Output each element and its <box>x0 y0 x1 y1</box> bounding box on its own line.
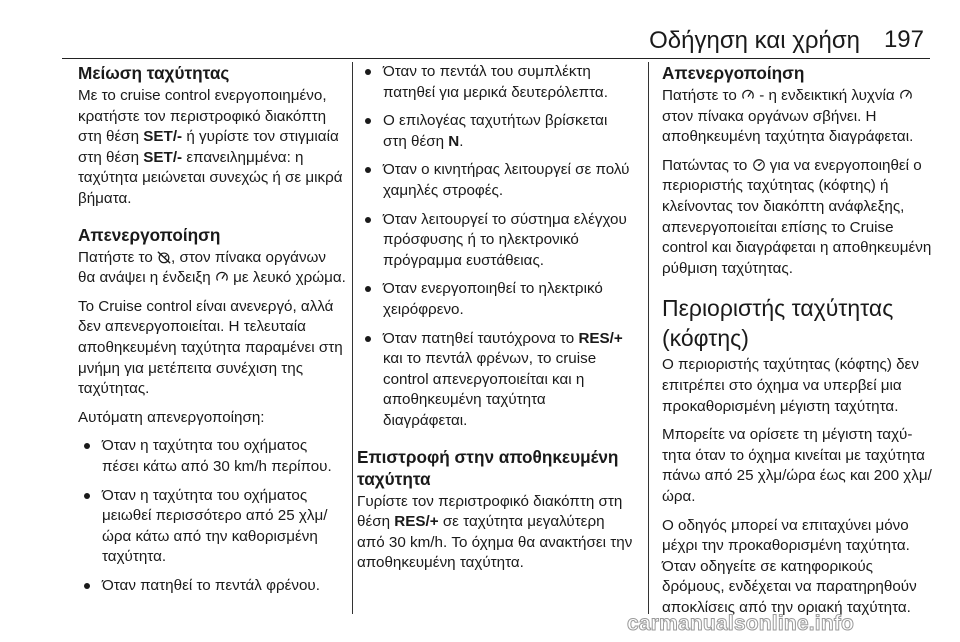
cruise-control-icon <box>215 270 229 284</box>
page-number: 197 <box>883 26 924 53</box>
list-item: Όταν λειτουργεί το σύστημα ελέγχου πρόσφυσης ή το ηλεκτρονικό πρόγραμμα ευστάθειας. <box>357 210 634 272</box>
paragraph: Γυρίστε τον περιστροφικό διακόπτη στη θέση RES/+ σε ταχύτητα μεγαλύτερη από 30 km/h. Το όχημα θα ανακτήσει την αποθηκευμένη ταχύτητα. <box>357 492 633 572</box>
column-2 <box>357 62 634 582</box>
heading-deactivation: Απενεργοποίηση <box>78 224 221 245</box>
page-header <box>62 0 930 59</box>
bullet-list <box>357 62 634 432</box>
paragraph: Ο οδηγός μπορεί να επιταχύνει μόνο μέχρι την προκαθορισμένη ταχύτητα. Όταν οδηγείτε σε κατηφορικούς δρόμους, ενδέχεται να παρατηρηθούν αποκλίσεις από την οριακή ταχύτητα. <box>662 516 917 616</box>
column-3 <box>662 62 934 626</box>
cruise-cancel-icon <box>157 250 171 264</box>
section-title: Περιοριστής ταχύτητας (κόφτης) <box>662 295 894 352</box>
list-item: Όταν η ταχύτητα του οχήματος μειωθεί περισσότερο από 25 χλμ/ώρα κάτω από την καθορισμένη ταχύτητα. <box>78 486 346 568</box>
paragraph: Μπορείτε να ορίσετε τη μέγιστη ταχύτητα όταν το όχημα κινείται με ταχύτητα πάνω από 25 χλμ/ώρα έως και 200 χλμ/ώρα. <box>662 426 932 505</box>
paragraph: Πατήστε το - η ενδεικτική λυχνία στον πίνακα οργάνων σβήνει. Η αποθηκευμένη ταχύτητα διαγράφεται. <box>662 87 914 146</box>
list-item: Όταν ενεργοποιηθεί το ηλεκτρικό χειρόφρενο. <box>357 279 634 320</box>
column-divider <box>352 62 353 614</box>
bullet-list <box>78 436 346 596</box>
list-item: Ο επιλογέας ταχυτήτων βρίσκεται στη θέση N. <box>357 111 634 152</box>
paragraph: Με το cruise control ενεργοποιημένο, κρατήστε τον περιστροφικό διακόπτη στη θέση SET/- ή γυρίστε τον στιγμιαία στη θέση SET/- επανειλημμένα: η ταχύτητα μειώνεται συνεχώς ή σε μικρά βήματα. <box>78 87 343 207</box>
paragraph: Ο περιοριστής ταχύτητας (κόφτης) δεν επιτρέπει στο όχημα να υπερβεί μια προκαθορισμένη μέγιστη ταχύτητα. <box>662 356 919 415</box>
heading-resume-speed: Επιστροφή στην αποθηκευμένη ταχύτητα <box>357 446 619 489</box>
column-divider <box>648 62 649 614</box>
list-item: Όταν ο κινητήρας λειτουργεί σε πολύ χαμηλές στροφές. <box>357 160 634 201</box>
speed-limiter-icon <box>752 158 766 172</box>
heading-speed-reduction: Μείωση ταχύτητας <box>78 63 230 83</box>
paragraph: Πατώντας το για να ενεργοποιηθεί ο περιοριστής ταχύτητας (κόφτης) ή κλείνοντας τον διακόπτη ανάφλεξης, απενεργοποιείται επίσης το Cruise control και διαγράφεται η αποθηκευμένη ρύθμιση ταχύτητας. <box>662 156 932 277</box>
column-1 <box>78 62 346 604</box>
paragraph: Αυτόματη απενεργοποίηση: <box>78 408 265 426</box>
paragraph: Το Cruise control είναι ανενεργό, αλλά δεν απενεργοποιείται. Η τελευταία αποθηκευμένη ταχύτητα παραμένει στη μνήμη για μετέπειτα συνέχιση της ταχύτητας. <box>78 297 343 398</box>
heading-deactivation: Απενεργοποίηση <box>662 63 805 83</box>
page-title: Οδήγηση και χρήση <box>649 27 860 54</box>
list-item: Όταν πατηθεί ταυτόχρονα το RES/+ και το πεντάλ φρένων, το cruise control απενεργοποιείται και η αποθηκευμένη ταχύτητα διαγράφεται. <box>357 329 634 432</box>
list-item: Όταν πατηθεί το πεντάλ φρένου. <box>78 576 346 597</box>
watermark: carmanualsonline.info <box>627 612 855 635</box>
cruise-control-icon <box>741 88 755 102</box>
list-item: Όταν η ταχύτητα του οχήματος πέσει κάτω από 30 km/h περίπου. <box>78 436 346 477</box>
list-item: Όταν το πεντάλ του συμπλέκτη πατηθεί για μερικά δευτερόλεπτα. <box>357 62 634 103</box>
cruise-control-icon <box>899 88 913 102</box>
paragraph: Πατήστε το , στον πίνακα οργάνων θα ανάψει η ένδειξη με λευκό χρώμα. <box>78 248 346 287</box>
